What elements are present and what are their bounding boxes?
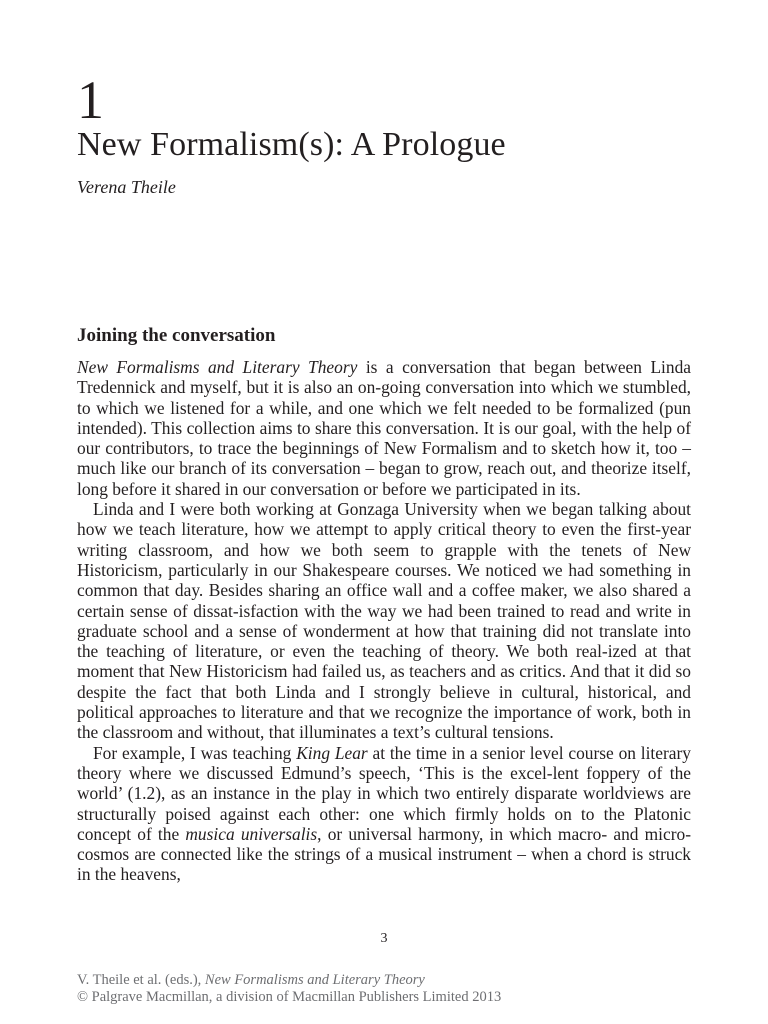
play-title-italic: King Lear xyxy=(296,742,368,763)
latin-term-italic: musica universalis xyxy=(185,823,318,844)
body-text xyxy=(77,357,691,885)
chapter-number: 1 xyxy=(77,70,104,130)
copyright-line: © Palgrave Macmillan, a division of Macmillan Publishers Limited 2013 xyxy=(77,989,502,1005)
chapter-title: New Formalism(s): A Prologue xyxy=(77,126,506,163)
citation-book-title: New Formalisms and Literary Theory xyxy=(204,972,425,988)
paragraph-1 xyxy=(77,357,691,499)
paragraph-3-text-c: , or universal harmony, in which macro- and micro-cosmos are connected like the strings of a musical instrument – when a chord is struck in the heavens, xyxy=(77,823,691,885)
paragraph-3 xyxy=(77,743,691,885)
citation-line xyxy=(77,972,501,989)
book-title-italic: New Formalisms and Literary Theory xyxy=(77,357,358,377)
citation-prefix: V. Theile et al. (eds.), xyxy=(77,972,205,988)
copyright-footer xyxy=(77,972,501,1006)
chapter-author: Verena Theile xyxy=(77,177,176,197)
paragraph-3-text-a: For example, I was teaching xyxy=(93,742,297,763)
paragraph-1-text: is a conversation that began between Linda Tredennick and myself, but it is also an on-going conversation into which we stumbled, to which we listened for a while, and one which we felt needed to be formalized (pun intended). This collection aims to share this conversation. It is our goal, with the help of our contributors, to trace the beginnings of New Formalism and to sketch how it, too – much like our branch of its conversation – began to grow, reach out, and theorize itself, long before it shared in our conversation or before we participated in its. xyxy=(77,357,692,499)
paragraph-2 xyxy=(77,499,691,743)
page-number: 3 xyxy=(380,931,388,946)
section-heading: Joining the conversation xyxy=(77,325,276,346)
paragraph-2-text: Linda and I were both working at Gonzaga University when we began talking about how we teach literature, how we attempt to apply critical theory to even the first-year writing classroom, and how we both seem to grapple with the tenets of New Historicism, particularly in our Shakespeare courses. We noticed we had something in common that day. Besides sharing an office wall and a coffee maker, we also shared a certain sense of dissat-isfaction with the way we had been trained to read and write in graduate school and a sense of wonderment at how that training did not translate into the teaching of literature, or even the teaching of theory. We both real-ized at that moment that New Historicism had failed us, as teachers and as critics. And that it did so despite the fact that both Linda and I strongly believe in cultural, historical, and political approaches to literature and that we recognize the importance of work, both in the classroom and without, that illuminates a text’s cultural tensions. xyxy=(77,499,691,743)
paragraph-3-text-b: at the time in a senior level course on literary theory where we discussed Edmund’s speech, ‘This is the excel-lent foppery of the world’ (1.2), as an instance in the play in which two entirely disparate worldviews are structurally poised against each other: one which firmly holds on to the Platonic concept of the xyxy=(77,742,691,844)
